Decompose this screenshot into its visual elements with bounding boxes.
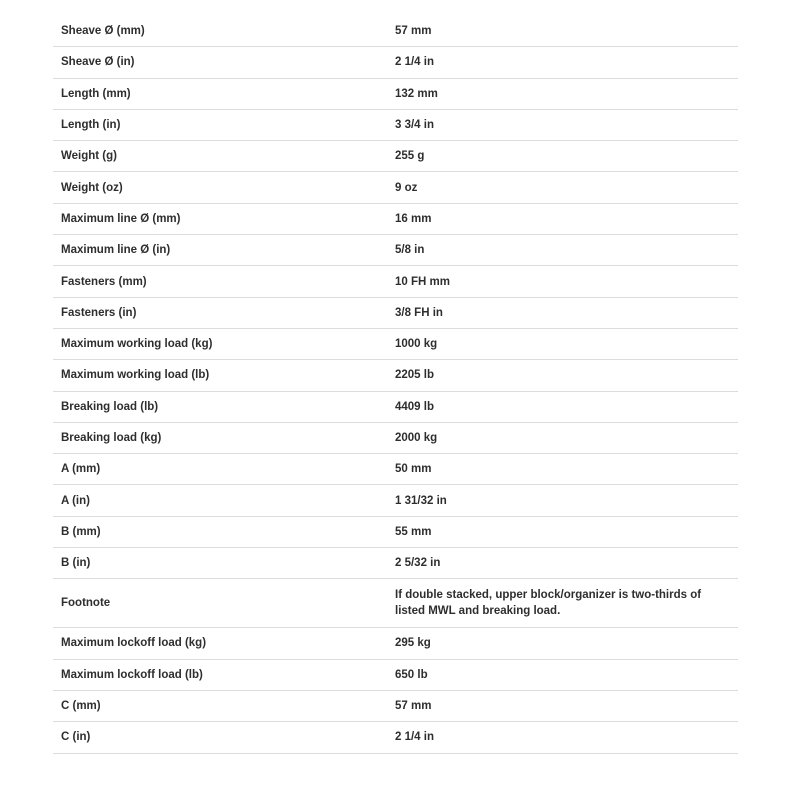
spec-value: 2205 lb xyxy=(395,369,434,382)
spec-label: B (in) xyxy=(61,557,91,570)
spec-label: Weight (g) xyxy=(61,150,117,163)
spec-value: 57 mm xyxy=(395,25,432,38)
spec-value: 16 mm xyxy=(395,212,432,225)
spec-label: A (in) xyxy=(61,494,90,507)
spec-row xyxy=(53,548,738,579)
spec-value: 2000 kg xyxy=(395,432,438,444)
spec-row xyxy=(53,660,738,691)
spec-label: Footnote xyxy=(61,597,111,610)
spec-row xyxy=(53,298,738,329)
spec-row xyxy=(53,485,738,516)
spec-value: 295 kg xyxy=(395,637,431,650)
spec-row xyxy=(53,47,738,78)
spec-value: 3/8 FH in xyxy=(395,306,443,319)
spec-value: 9 oz xyxy=(395,181,418,194)
spec-label: Maximum working load (kg) xyxy=(61,338,213,351)
spec-value: 255 g xyxy=(395,150,425,163)
spec-label: Maximum lockoff load (kg) xyxy=(61,637,207,650)
spec-value: 4409 lb xyxy=(395,400,434,413)
spec-value: 2 5/32 in xyxy=(395,557,441,570)
spec-row xyxy=(53,266,738,297)
spec-row xyxy=(53,204,738,235)
spec-label: Breaking load (lb) xyxy=(61,400,159,413)
spec-label: Length (mm) xyxy=(61,87,131,100)
spec-value: 1 31/32 in xyxy=(395,494,447,507)
spec-row xyxy=(53,79,738,110)
spec-value: 55 mm xyxy=(395,525,432,538)
spec-row-footnote xyxy=(53,579,738,628)
spec-label: Weight (oz) xyxy=(61,181,123,194)
spec-label: Maximum line Ø (mm) xyxy=(61,212,181,225)
spec-label: B (mm) xyxy=(61,525,101,538)
spec-row xyxy=(53,454,738,485)
spec-row xyxy=(53,423,738,454)
spec-row xyxy=(53,392,738,423)
spec-value: 3 3/4 in xyxy=(395,119,434,132)
spec-value: 650 lb xyxy=(395,668,428,681)
spec-label: Maximum lockoff load (lb) xyxy=(61,668,203,681)
spec-label: Breaking load (kg) xyxy=(61,432,162,444)
spec-label: Maximum working load (lb) xyxy=(61,369,210,382)
spec-value: 132 mm xyxy=(395,87,438,100)
spec-label: Sheave Ø (mm) xyxy=(61,25,145,38)
spec-value: 10 FH mm xyxy=(395,275,450,288)
spec-label: A (mm) xyxy=(61,463,101,476)
spec-label: Maximum line Ø (in) xyxy=(61,244,171,257)
spec-row xyxy=(53,691,738,722)
spec-table xyxy=(53,16,738,754)
spec-label: Length (in) xyxy=(61,119,121,132)
spec-value: 57 mm xyxy=(395,700,432,713)
spec-label: C (mm) xyxy=(61,700,101,713)
spec-value: 2 1/4 in xyxy=(395,731,434,744)
spec-row xyxy=(53,722,738,753)
spec-value: 50 mm xyxy=(395,463,432,476)
spec-value: 1000 kg xyxy=(395,338,438,351)
spec-row xyxy=(53,16,738,47)
spec-row xyxy=(53,235,738,266)
spec-label: C (in) xyxy=(61,731,91,744)
spec-label: Fasteners (in) xyxy=(61,306,137,319)
spec-row xyxy=(53,517,738,548)
spec-row xyxy=(53,360,738,391)
spec-value: 2 1/4 in xyxy=(395,56,434,69)
spec-label: Sheave Ø (in) xyxy=(61,56,135,69)
spec-value: 5/8 in xyxy=(395,244,425,257)
spec-row xyxy=(53,141,738,172)
spec-value: If double stacked, upper block/organizer is two-thirds of listed MWL and breaking load. xyxy=(395,589,702,618)
spec-row xyxy=(53,329,738,360)
spec-row xyxy=(53,110,738,141)
spec-row xyxy=(53,628,738,659)
spec-row xyxy=(53,172,738,203)
spec-label: Fasteners (mm) xyxy=(61,275,147,288)
